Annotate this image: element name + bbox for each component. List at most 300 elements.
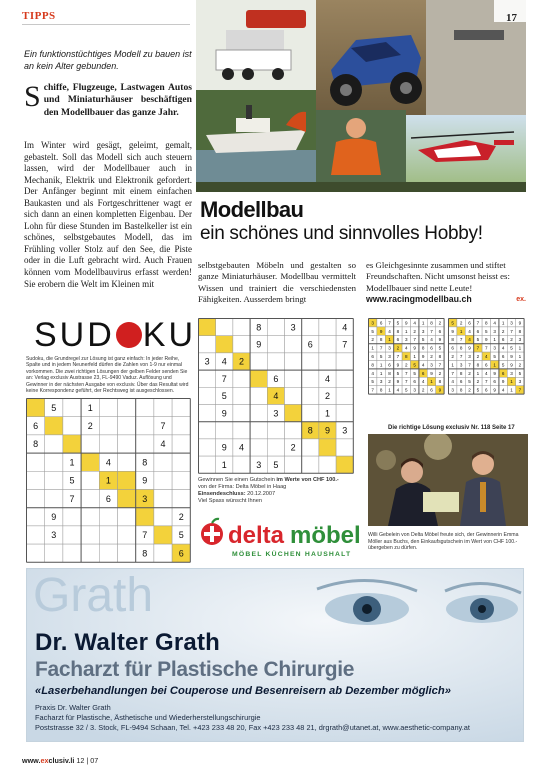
puzzle2-digit: 2 (324, 391, 331, 402)
solution1-digit: 6 (413, 379, 416, 385)
sudoku-grid-2 (198, 318, 354, 474)
delta-moebel-logo (198, 516, 363, 560)
solution2-digit: 4 (485, 353, 488, 359)
solution1-digit: 2 (396, 345, 400, 351)
puzzle2-digit: 8 (307, 425, 313, 436)
puzzle1-cell (27, 471, 45, 489)
puzzle1-cell (118, 435, 136, 453)
puzzle2-cell (302, 456, 319, 473)
author-sign: ex. (516, 296, 526, 304)
solution-grid-2 (448, 318, 525, 418)
puzzle2-cell (336, 456, 353, 473)
puzzle2-cell (285, 456, 302, 473)
puzzle2-cell (216, 319, 233, 336)
prize-caption-2: im Werte von CHF 100.- (276, 477, 339, 483)
puzzle1-cell (63, 526, 81, 544)
solution1-digit: 3 (405, 337, 408, 343)
solution1-digit: 5 (405, 387, 408, 393)
article-intro (24, 82, 192, 119)
puzzle1-cell (172, 471, 190, 489)
solution1-digit: 1 (421, 320, 425, 326)
section-label: TIPPS (22, 10, 56, 22)
solution1-digit: 8 (438, 379, 442, 385)
solution2-digit: 5 (485, 328, 488, 334)
puzzle1-digit: 6 (33, 421, 39, 432)
puzzle2-cell (199, 456, 216, 473)
puzzle2-digit: 4 (238, 442, 245, 453)
red-dot-icon (116, 322, 142, 348)
puzzle1-cell (63, 508, 81, 526)
article-headline (200, 198, 530, 245)
puzzle1-digit: 5 (51, 402, 57, 413)
solution2-digit: 6 (459, 379, 463, 385)
solution2-digit: 1 (518, 353, 522, 359)
solution1-digit: 3 (371, 320, 374, 326)
puzzle2-cell (250, 439, 267, 456)
good-luck-text: Viel Spass wünscht Ihnen (198, 498, 262, 504)
puzzle1-cell (27, 490, 45, 508)
solution2-digit: 6 (485, 387, 488, 393)
solution2-digit: 3 (510, 320, 513, 326)
puzzle2-cell (319, 439, 336, 456)
puzzle2-cell (336, 439, 353, 456)
website-link[interactable]: www.racingmodellbau.ch (366, 294, 472, 305)
solution1-digit: 7 (413, 337, 416, 343)
award-photo (368, 434, 528, 526)
solution2-digit: 7 (468, 362, 471, 368)
solution2-digit: 6 (485, 362, 488, 368)
solution2-digit: 4 (468, 337, 471, 343)
prize-caption (198, 477, 363, 505)
puzzle2-cell (302, 405, 319, 422)
footer-brand: ex (40, 756, 49, 765)
puzzle2-digit: 5 (273, 459, 279, 470)
solution2-digit: 2 (451, 353, 454, 359)
solution2-digit: 8 (485, 320, 488, 326)
footer-brand-rest: clusiv.li (48, 756, 75, 765)
puzzle1-cell (81, 435, 99, 453)
ad-practice-sub: Facharzt für Plastische, Ästhetische und Wiederherstellungschirurgie (35, 713, 261, 722)
solution2-digit: 1 (451, 362, 454, 368)
solution1-digit: 8 (430, 320, 433, 326)
solution2-digit: 2 (501, 328, 505, 334)
solution2-digit: 9 (485, 337, 488, 343)
solution1-digit: 2 (371, 337, 374, 343)
puzzle2-cell (216, 336, 233, 353)
solution1-digit: 4 (388, 328, 391, 334)
page-footer (22, 756, 98, 765)
puzzle1-cell (136, 508, 154, 526)
puzzle2-digit: 4 (324, 373, 331, 384)
solution2-digit: 3 (493, 345, 496, 351)
solution1-digit: 3 (430, 362, 433, 368)
solution2-digit: 1 (510, 379, 513, 385)
article-body-col2: selbstgebauten Möbeln und gestalten so ganze Miniaturhäuser. Modellbau vermittelt Wissen und trainiert die verschiedensten Fähigkeiten. Ausserdem bringt (198, 260, 356, 305)
footer-issue: 12 | 07 (76, 756, 99, 765)
solution2-digit: 2 (476, 379, 480, 385)
deadline-date: 20.12.2007 (247, 491, 276, 497)
prize-caption-3: von der Firma: Delta Möbel in Haag (198, 484, 287, 490)
solution2-digit: 9 (510, 362, 513, 368)
puzzle2-cell (319, 319, 336, 336)
solution1-digit: 1 (388, 387, 391, 393)
puzzle2-digit: 5 (221, 391, 227, 402)
puzzle1-cell (136, 435, 154, 453)
puzzle2-cell (319, 336, 336, 353)
solution2-digit: 5 (501, 362, 505, 368)
solution2-digit: 5 (493, 353, 496, 359)
solution1-digit: 1 (430, 379, 433, 385)
solution2-digit: 9 (493, 387, 496, 393)
solution1-digit: 3 (379, 379, 383, 385)
puzzle1-cell (136, 399, 154, 417)
solution2-digit: 2 (459, 320, 463, 326)
puzzle1-digit: 7 (142, 530, 148, 541)
grath-advertisement (26, 568, 524, 742)
solution2-digit: 1 (501, 320, 505, 326)
puzzle2-digit: 3 (342, 425, 348, 436)
solution1-digit: 7 (396, 353, 400, 359)
solution1-digit: 9 (405, 320, 408, 326)
puzzle2-cell (199, 387, 216, 404)
solution1-digit: 4 (413, 320, 416, 326)
solution1-digit: 8 (421, 345, 425, 351)
puzzle1-cell (118, 471, 136, 489)
drop-cap: S (24, 80, 41, 113)
puzzle1-digit: 9 (142, 475, 148, 486)
puzzle2-cell (250, 370, 267, 387)
solution2-digit: 2 (510, 337, 513, 343)
puzzle2-cell (233, 422, 250, 439)
ad-specialty: Facharzt für Plastische Chirurgie (35, 658, 355, 681)
solution1-digit: 8 (396, 328, 400, 334)
solution2-digit: 3 (510, 370, 513, 376)
solution1-digit: 5 (413, 362, 416, 368)
puzzle2-cell (267, 353, 284, 370)
solution1-digit: 9 (438, 387, 442, 393)
solution2-digit: 3 (459, 362, 463, 368)
footer-pre: www. (22, 756, 41, 765)
solution2-digit: 2 (476, 353, 480, 359)
puzzle1-cell (27, 453, 45, 471)
solution2-digit: 2 (468, 370, 471, 376)
solution1-digit: 7 (371, 387, 374, 393)
puzzle1-cell (99, 508, 117, 526)
delta-brand-right: möbel (290, 522, 361, 549)
puzzle2-cell (302, 439, 319, 456)
solution2-digit: 4 (451, 379, 454, 385)
puzzle1-cell (45, 490, 63, 508)
solution1-digit: 1 (388, 337, 391, 343)
solution1-digit: 7 (388, 320, 391, 326)
puzzle2-cell (199, 405, 216, 422)
puzzle1-cell (118, 417, 136, 435)
puzzle1-digit: 4 (160, 439, 166, 450)
solution2-digit: 4 (501, 387, 505, 393)
page-number: 17 (506, 12, 517, 24)
solution2-digit: 2 (468, 387, 471, 393)
sudoku-logo (34, 317, 196, 353)
puzzle1-digit: 6 (178, 548, 184, 559)
puzzle2-digit: 2 (238, 356, 245, 367)
puzzle2-digit: 3 (290, 322, 296, 333)
puzzle2-cell (336, 387, 353, 404)
puzzle1-digit: 9 (51, 512, 57, 523)
solution-grid-right (448, 318, 525, 418)
solution2-digit: 8 (459, 370, 463, 376)
solution2-digit: 4 (485, 370, 488, 376)
solution1-digit: 2 (421, 387, 425, 393)
puzzle2-cell (285, 422, 302, 439)
solution1-digit: 8 (405, 353, 408, 359)
puzzle1-cell (172, 490, 190, 508)
puzzle1-cell (99, 544, 117, 562)
puzzle1-digit: 6 (105, 493, 111, 504)
solution1-digit: 6 (421, 370, 425, 376)
solution1-digit: 1 (379, 362, 383, 368)
puzzle1-cell (45, 417, 63, 435)
solution1-digit: 9 (421, 353, 425, 359)
puzzle2-digit: 7 (221, 373, 227, 384)
solution2-digit: 1 (459, 328, 463, 334)
solution1-digit: 6 (396, 337, 400, 343)
puzzle1-digit: 1 (87, 402, 93, 413)
solution1-digit: 9 (438, 337, 442, 343)
puzzle1-digit: 3 (51, 530, 57, 541)
puzzle2-cell (250, 405, 267, 422)
puzzle2-cell (233, 336, 250, 353)
solution2-digit: 1 (493, 362, 496, 368)
puzzle1-digit: 8 (33, 439, 39, 450)
puzzle2-digit: 2 (290, 442, 296, 453)
puzzle2-digit: 4 (273, 391, 279, 402)
solution2-digit: 5 (451, 320, 454, 326)
puzzle2-cell (233, 387, 250, 404)
ad-doctor-name: Dr. Walter Grath (35, 629, 221, 656)
solution1-digit: 6 (379, 320, 383, 326)
solution1-digit: 2 (405, 362, 408, 368)
puzzle2-cell (285, 370, 302, 387)
solution2-digit: 9 (493, 370, 496, 376)
sudoku-logo-right: KU (142, 316, 197, 354)
solution-grid-left (368, 318, 445, 418)
puzzle2-digit: 8 (256, 322, 262, 333)
solution2-digit: 1 (493, 337, 496, 343)
puzzle1-cell (63, 435, 81, 453)
solution1-digit: 2 (413, 328, 416, 334)
puzzle1-cell (118, 526, 136, 544)
solution1-digit: 7 (438, 362, 442, 368)
sudoku-puzzle-2 (198, 318, 354, 474)
puzzle2-cell (319, 456, 336, 473)
solution2-digit: 6 (501, 353, 505, 359)
solution2-digit: 7 (451, 370, 454, 376)
puzzle1-cell (45, 544, 63, 562)
puzzle1-cell (45, 435, 63, 453)
puzzle1-cell (154, 490, 172, 508)
solution2-digit: 9 (468, 345, 471, 351)
puzzle1-cell (136, 417, 154, 435)
puzzle1-cell (27, 399, 45, 417)
sudoku-puzzle-1 (26, 398, 192, 564)
puzzle1-cell (27, 508, 45, 526)
solution1-digit: 9 (396, 362, 400, 368)
puzzle2-cell (199, 370, 216, 387)
solution2-digit: 9 (451, 328, 454, 334)
solution2-digit: 3 (451, 387, 454, 393)
puzzle2-cell (285, 336, 302, 353)
solution2-digit: 7 (476, 345, 480, 351)
puzzle1-digit: 7 (160, 421, 166, 432)
section-divider (22, 24, 190, 25)
puzzle1-cell (81, 471, 99, 489)
puzzle2-cell (336, 405, 353, 422)
solution1-digit: 6 (388, 362, 391, 368)
puzzle2-cell (336, 370, 353, 387)
puzzle1-cell (154, 544, 172, 562)
puzzle2-digit: 1 (221, 459, 227, 470)
puzzle2-digit: 9 (256, 339, 262, 350)
award-photo-illustration (368, 434, 528, 526)
solution2-digit: 1 (510, 387, 513, 393)
solution1-digit: 6 (371, 353, 374, 359)
puzzle1-cell (118, 453, 136, 471)
puzzle2-digit: 9 (324, 425, 331, 436)
puzzle1-cell (63, 399, 81, 417)
solution2-digit: 9 (518, 320, 522, 326)
puzzle2-cell (267, 422, 284, 439)
puzzle1-digit: 1 (105, 475, 111, 486)
solution2-digit: 1 (518, 345, 522, 351)
solution1-digit: 6 (430, 345, 433, 351)
puzzle1-cell (63, 417, 81, 435)
puzzle1-cell (154, 471, 172, 489)
puzzle2-cell (199, 336, 216, 353)
puzzle1-digit: 8 (142, 548, 148, 559)
puzzle1-cell (81, 490, 99, 508)
delta-brand-left: delta (228, 522, 285, 549)
puzzle1-cell (172, 435, 190, 453)
puzzle1-cell (27, 544, 45, 562)
solution1-digit: 4 (421, 362, 425, 368)
solution1-digit: 5 (379, 353, 383, 359)
solution1-digit: 3 (413, 387, 416, 393)
solution2-digit: 6 (451, 345, 454, 351)
puzzle1-digit: 1 (69, 457, 75, 468)
solution2-digit: 6 (501, 370, 505, 376)
solution1-digit: 7 (405, 370, 408, 376)
solution2-digit: 9 (510, 353, 513, 359)
puzzle1-digit: 5 (178, 530, 184, 541)
article-lead: Ein funktionstüchtiges Modell zu bauen ist an kein Alter gebunden. (24, 49, 192, 71)
solution1-digit: 2 (388, 379, 391, 385)
solution2-digit: 8 (459, 345, 463, 351)
article-subtitle: ein schönes und sinnvolles Hobby! (200, 223, 483, 244)
solution1-digit: 9 (413, 345, 416, 351)
puzzle2-cell (250, 353, 267, 370)
solution1-digit: 1 (379, 370, 383, 376)
solution1-digit: 4 (405, 345, 408, 351)
solution2-digit: 6 (501, 337, 505, 343)
puzzle1-cell (99, 417, 117, 435)
solution-caption: Die richtige Lösung exclusiv Nr. 118 Seite 17 (388, 425, 515, 431)
solution2-digit: 7 (485, 345, 488, 351)
solution1-digit: 9 (396, 379, 400, 385)
delta-tagline: MÖBEL KÜCHEN HAUSHALT (232, 551, 352, 558)
solution2-digit: 9 (501, 379, 505, 385)
puzzle2-cell (302, 319, 319, 336)
puzzle2-digit: 3 (273, 408, 279, 419)
puzzle1-digit: 2 (87, 421, 93, 432)
solution1-digit: 8 (371, 362, 374, 368)
puzzle2-digit: 9 (221, 408, 227, 419)
solution1-digit: 4 (371, 370, 374, 376)
puzzle1-digit: 4 (105, 457, 111, 468)
puzzle1-cell (45, 471, 63, 489)
solution1-digit: 5 (396, 370, 400, 376)
puzzle2-digit: 6 (273, 373, 279, 384)
solution1-digit: 1 (371, 345, 374, 351)
puzzle1-cell (27, 526, 45, 544)
solution1-digit: 6 (430, 387, 433, 393)
article-body-col3 (366, 260, 526, 306)
puzzle1-cell (154, 526, 172, 544)
sudoku-grid-1 (26, 398, 192, 564)
puzzle1-cell (154, 508, 172, 526)
award-caption: Willi Gebelein von Delta Möbel freute sich, der Gewinnerin Emma Möller aus Buchs, den Einkaufsgutschein im Wert von CHF 100.- übergeben zu dürfen. (368, 532, 519, 552)
puzzle1-digit: 7 (69, 493, 75, 504)
puzzle1-cell (99, 399, 117, 417)
puzzle2-cell (250, 387, 267, 404)
puzzle2-digit: 3 (256, 459, 262, 470)
ad-watermark: Grath (33, 569, 154, 622)
solution1-digit: 8 (438, 353, 442, 359)
puzzle2-cell (302, 387, 319, 404)
solution2-digit: 4 (493, 320, 496, 326)
puzzle2-digit: 9 (221, 442, 227, 453)
puzzle1-cell (172, 417, 190, 435)
solution1-digit: 3 (388, 353, 391, 359)
puzzle2-cell (233, 405, 250, 422)
solution-grid-1 (368, 318, 445, 418)
puzzle2-digit: 1 (324, 408, 331, 419)
puzzle1-cell (118, 508, 136, 526)
puzzle2-cell (233, 319, 250, 336)
puzzle2-cell (233, 370, 250, 387)
solution2-digit: 5 (468, 379, 471, 385)
puzzle2-cell (302, 353, 319, 370)
solution2-digit: 5 (518, 370, 522, 376)
puzzle2-cell (302, 370, 319, 387)
solution2-digit: 7 (510, 328, 513, 334)
puzzle2-digit: 6 (307, 339, 313, 350)
solution1-digit: 9 (430, 370, 433, 376)
puzzle2-cell (319, 353, 336, 370)
puzzle2-cell (199, 422, 216, 439)
article-title: Modellbau (200, 197, 304, 222)
puzzle2-cell (199, 319, 216, 336)
solution2-digit: 7 (485, 379, 488, 385)
solution2-digit: 5 (476, 387, 480, 393)
solution2-digit: 5 (510, 345, 513, 351)
puzzle1-cell (172, 399, 190, 417)
puzzle1-cell (81, 453, 99, 471)
puzzle1-cell (154, 399, 172, 417)
puzzle2-digit: 7 (342, 339, 348, 350)
solution1-digit: 5 (371, 379, 374, 385)
solution2-digit: 6 (476, 328, 480, 334)
rc-models-illustration (196, 0, 526, 192)
